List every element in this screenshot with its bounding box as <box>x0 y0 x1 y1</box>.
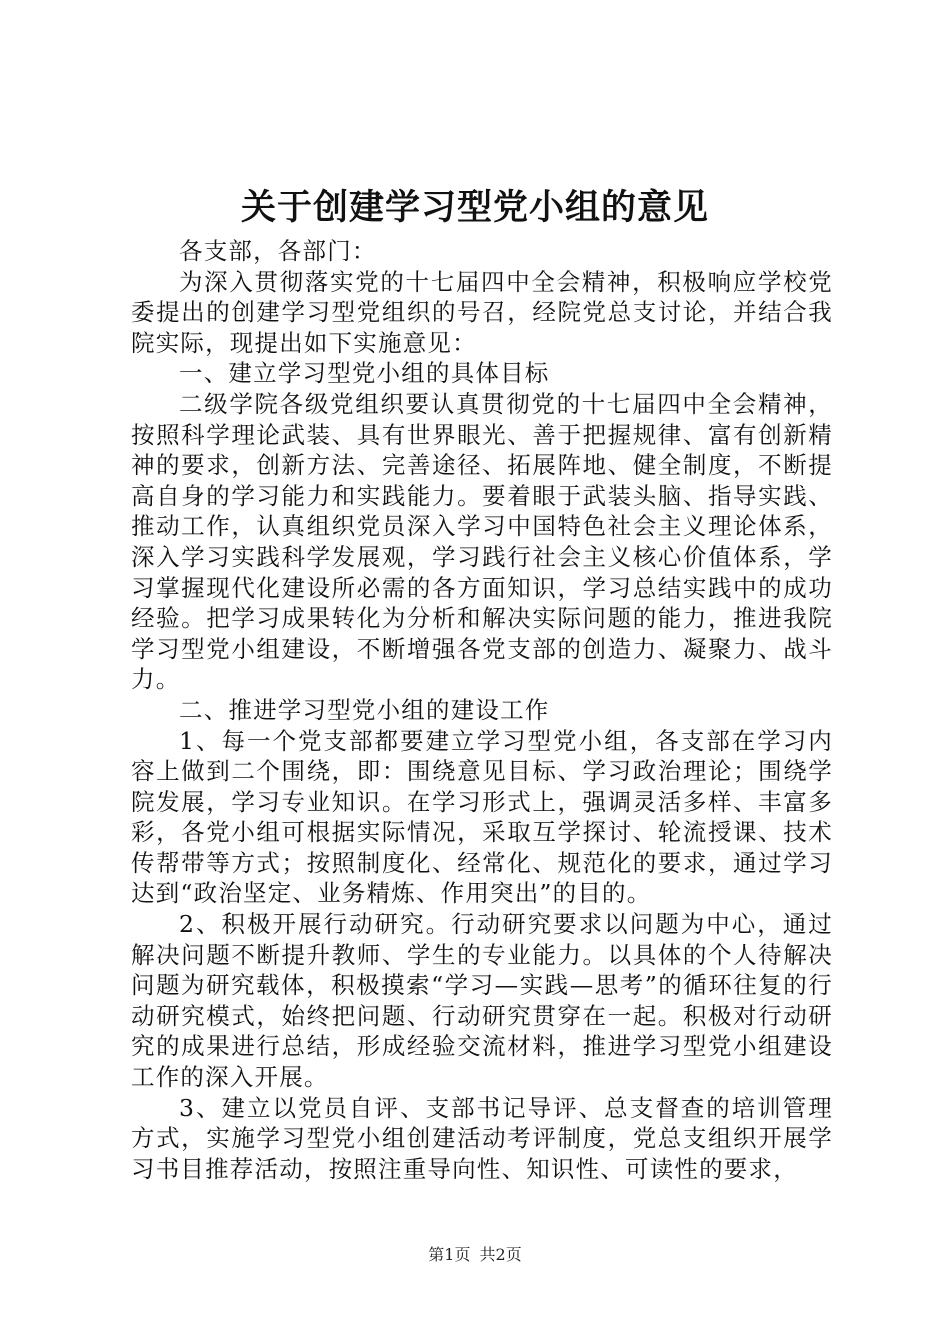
intro-paragraph: 为深入贯彻落实党的十七届四中全会精神，积极响应学校党委提出的创建学习型党组织的号召，经院党总支讨论，并结合我院实际，现提出如下实施意见： <box>131 267 833 357</box>
salutation: 各支部，各部门： <box>179 237 377 265</box>
document-body <box>131 236 833 1184</box>
document-title: 关于创建学习型党小组的意见 <box>240 187 709 228</box>
section-heading-2: 二、推进学习型党小组的建设工作 <box>179 695 550 724</box>
page-number: 第1页 <box>428 1245 471 1264</box>
item-2-paragraph: 2、积极开展行动研究。行动研究要求以问题为中心，通过解决问题不断提升教师、学生的专业能力。以具体的个人待解决问题为研究载体，积极摸索“学习—实践—思考”的循环往复的行动研究模式，始终把问题、行动研究贯穿在一起。积极对行动研究的成果进行总结，形成经验交流材料，推进学习型党小组建设工作的深入开展。 <box>131 910 833 1092</box>
page-footer <box>0 1244 950 1266</box>
item-3-paragraph: 3、建立以党员自评、支部书记导评、总支督查的培训管理方式，实施学习型党小组创建活动考评制度，党总支组织开展学习书目推荐活动，按照注重导向性、知识性、可读性的要求， <box>131 1093 833 1183</box>
item-1-paragraph: 1、每一个党支部都要建立学习型党小组，各支部在学习内容上做到二个围绕，即：围绕意见目标、学习政治理论；围绕学院发展，学习专业知识。在学习形式上，强调灵活多样、丰富多彩，各党小组可根据实际情况，采取互学探讨、轮流授课、技术传帮带等方式；按照制度化、经常化、规范化的要求，通过学习达到“政治坚定、业务精炼、作用突出”的目的。 <box>131 726 833 908</box>
section-1-paragraph: 二级学院各级党组织要认真贯彻党的十七届四中全会精神，按照科学理论武装、具有世界眼光、善于把握规律、富有创新精神的要求，创新方法、完善途径、拓展阵地、健全制度，不断提高自身的学习能力和实践能力。要着眼于武装头脑、指导实践、推动工作，认真组织党员深入学习中国特色社会主义理论体系，深入学习实践科学发展观，学习践行社会主义核心价值体系，学习掌握现代化建设所必需的各方面知识，学习总结实践中的成功经验。把学习成果转化为分析和解决实际问题的能力，推进我院学习型党小组建设，不断增强各党支部的创造力、凝聚力、战斗力。 <box>131 389 833 694</box>
section-heading-1: 一、建立学习型党小组的具体目标 <box>179 359 550 388</box>
page-total: 共2页 <box>479 1245 522 1264</box>
